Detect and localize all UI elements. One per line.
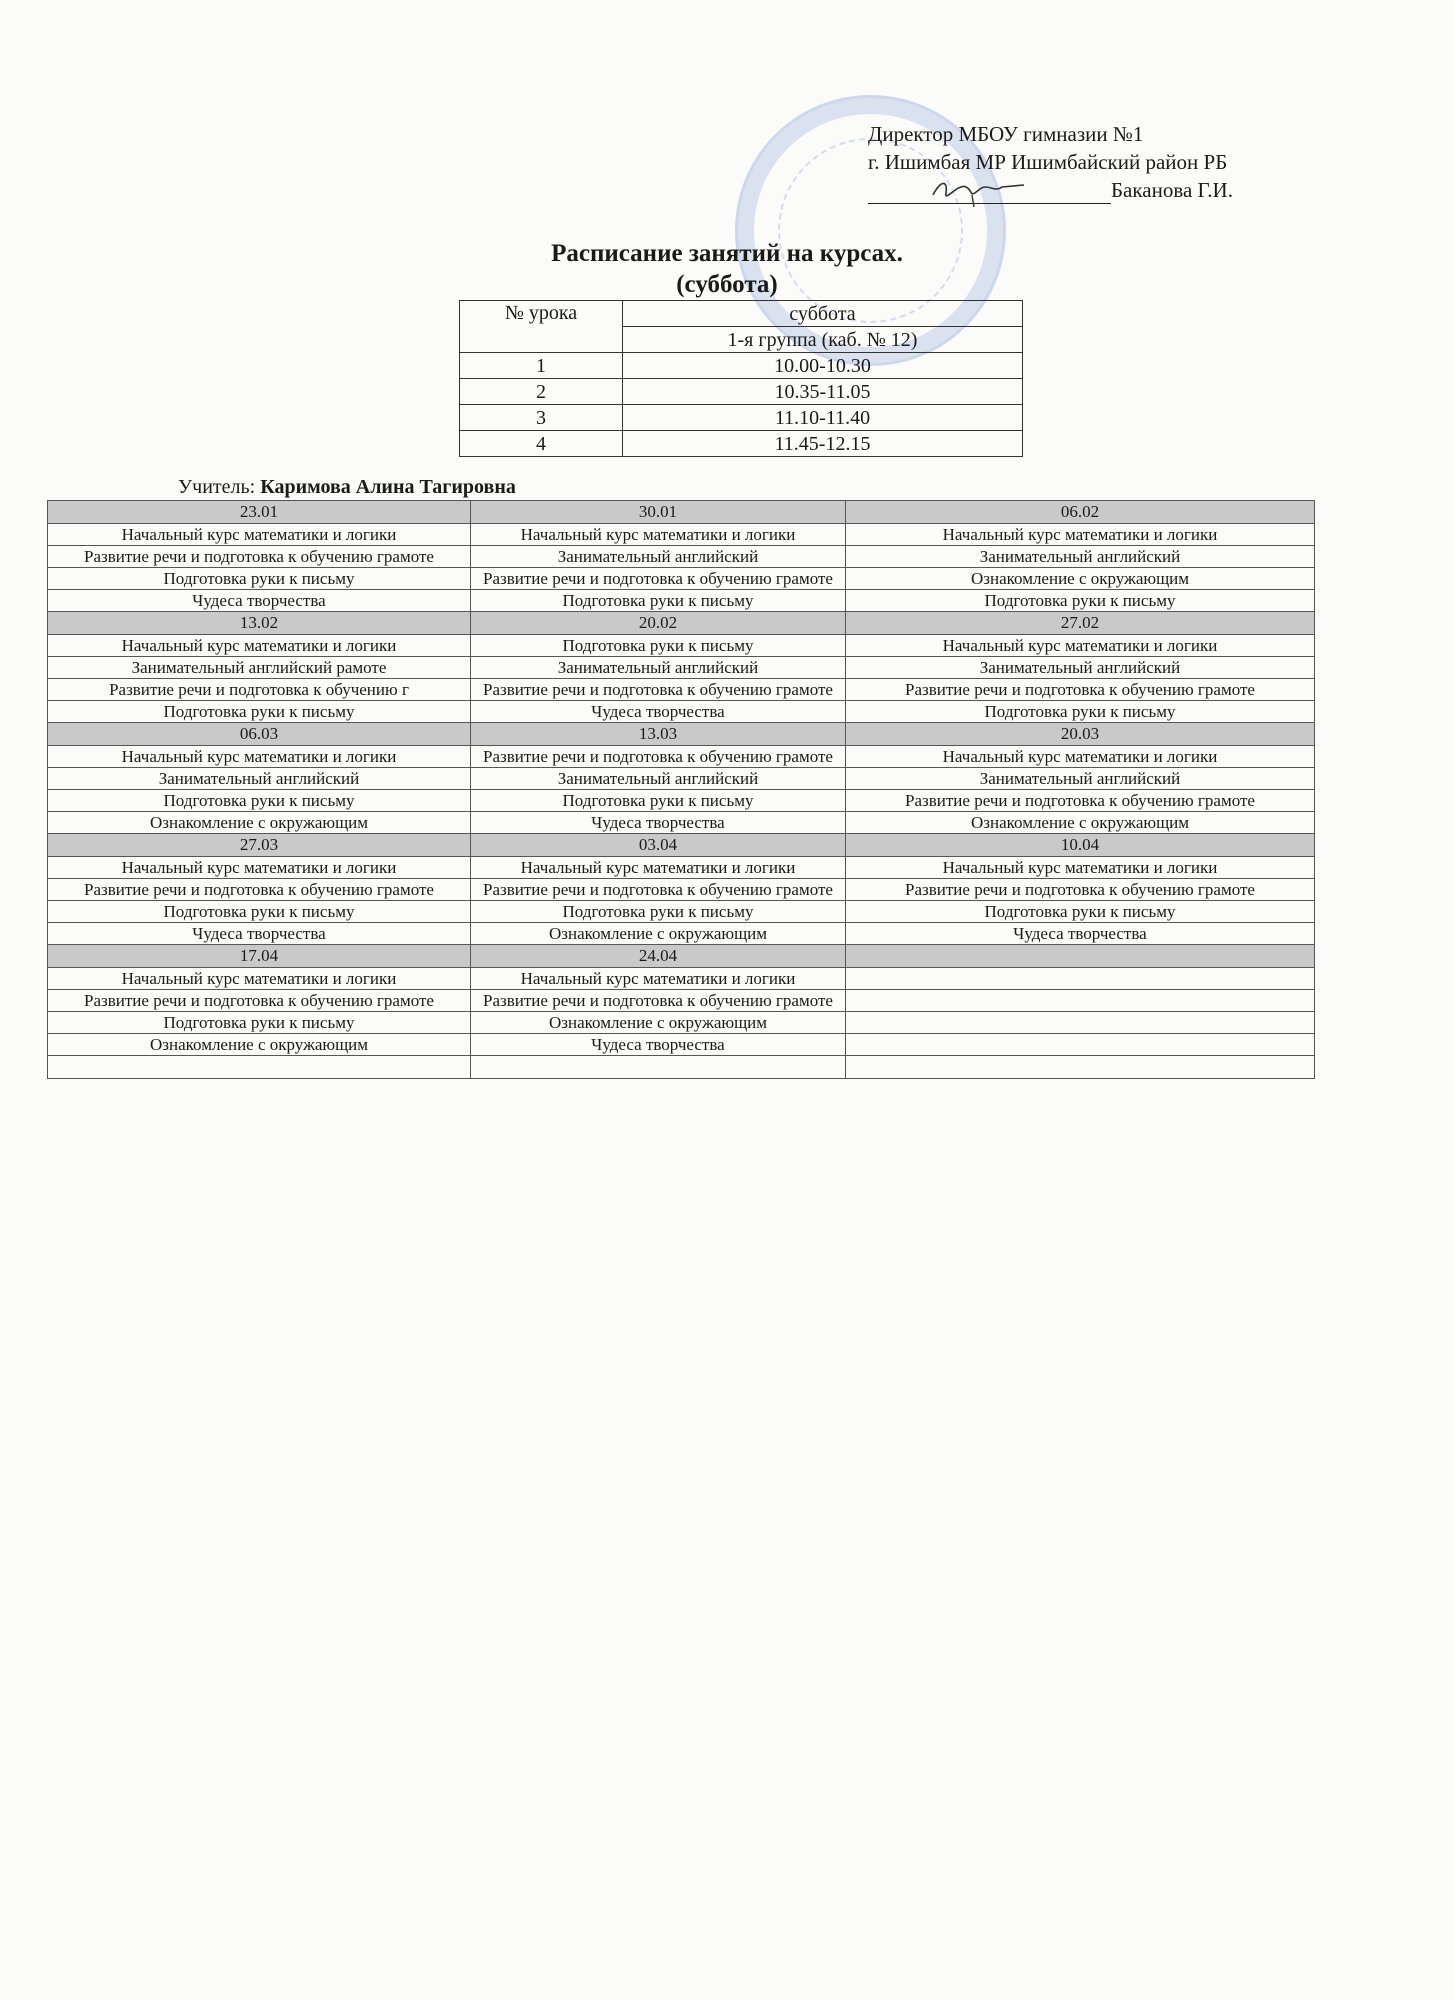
lesson-cell: Подготовка руки к письму <box>846 701 1315 723</box>
lesson-cell <box>846 1034 1315 1056</box>
date-row <box>48 612 1315 635</box>
signature-line <box>868 183 1111 204</box>
time-table-row <box>460 431 1023 457</box>
time-table-row <box>460 379 1023 405</box>
date-cell: 20.03 <box>846 723 1315 746</box>
date-cell: 03.04 <box>471 834 846 857</box>
empty-cell <box>471 1056 846 1079</box>
date-row <box>48 501 1315 524</box>
approval-block <box>868 120 1233 204</box>
lesson-cell: Занимательный английский <box>846 657 1315 679</box>
signature-mark <box>928 173 1038 207</box>
date-row <box>48 723 1315 746</box>
date-cell: 24.04 <box>471 945 846 968</box>
group-header: 1-я группа (каб. № 12) <box>623 327 1023 353</box>
lesson-row <box>48 968 1315 990</box>
lesson-cell: Подготовка руки к письму <box>48 790 471 812</box>
lesson-row <box>48 857 1315 879</box>
lesson-cell: Подготовка руки к письму <box>471 790 846 812</box>
lesson-cell: Начальный курс математики и логики <box>846 746 1315 768</box>
lesson-row <box>48 524 1315 546</box>
lesson-cell: Чудеса творчества <box>471 1034 846 1056</box>
lesson-row <box>48 812 1315 834</box>
lesson-row <box>48 746 1315 768</box>
lesson-cell: Занимательный английский <box>471 768 846 790</box>
lesson-cell: Развитие речи и подготовка к обучению грамоте <box>471 568 846 590</box>
date-cell: 17.04 <box>48 945 471 968</box>
lesson-cell: Развитие речи и подготовка к обучению грамоте <box>846 679 1315 701</box>
lesson-cell: Начальный курс математики и логики <box>48 524 471 546</box>
lesson-row <box>48 1034 1315 1056</box>
date-cell: 10.04 <box>846 834 1315 857</box>
lesson-row <box>48 635 1315 657</box>
lesson-row <box>48 790 1315 812</box>
empty-row <box>48 1056 1315 1079</box>
lesson-cell: Чудеса творчества <box>48 590 471 612</box>
lesson-cell <box>846 1012 1315 1034</box>
lesson-time: 10.00-10.30 <box>623 353 1023 379</box>
lesson-cell: Ознакомление с окружающим <box>846 568 1315 590</box>
lesson-cell: Развитие речи и подготовка к обучению грамоте <box>48 990 471 1012</box>
lesson-cell <box>846 990 1315 1012</box>
lesson-cell: Ознакомление с окружающим <box>846 812 1315 834</box>
lesson-time: 10.35-11.05 <box>623 379 1023 405</box>
lesson-cell: Развитие речи и подготовка к обучению грамоте <box>846 790 1315 812</box>
lesson-cell: Начальный курс математики и логики <box>48 746 471 768</box>
lesson-cell: Начальный курс математики и логики <box>48 635 471 657</box>
date-cell: 30.01 <box>471 501 846 524</box>
lesson-number: 4 <box>460 431 623 457</box>
lesson-cell: Развитие речи и подготовка к обучению грамоте <box>471 990 846 1012</box>
date-cell: 27.03 <box>48 834 471 857</box>
document-title <box>0 238 1454 300</box>
lesson-cell: Развитие речи и подготовка к обучению г <box>48 679 471 701</box>
lesson-cell: Занимательный английский <box>48 768 471 790</box>
date-cell: 06.02 <box>846 501 1315 524</box>
lesson-cell: Чудеса творчества <box>846 923 1315 945</box>
date-cell: 20.02 <box>471 612 846 635</box>
lesson-cell: Подготовка руки к письму <box>471 590 846 612</box>
approval-position: Директор МБОУ гимназии №1 <box>868 122 1144 146</box>
lesson-cell: Подготовка руки к письму <box>48 1012 471 1034</box>
lesson-cell: Начальный курс математики и логики <box>846 524 1315 546</box>
lesson-number: 1 <box>460 353 623 379</box>
date-cell <box>846 945 1315 968</box>
lesson-cell: Занимательный английский <box>846 546 1315 568</box>
lesson-cell: Развитие речи и подготовка к обучению грамоте <box>48 546 471 568</box>
lesson-row <box>48 568 1315 590</box>
lesson-cell: Подготовка руки к письму <box>48 568 471 590</box>
date-row <box>48 834 1315 857</box>
lesson-cell: Начальный курс математики и логики <box>471 857 846 879</box>
lesson-cell: Чудеса творчества <box>48 923 471 945</box>
empty-cell <box>48 1056 471 1079</box>
lesson-row <box>48 546 1315 568</box>
lesson-row <box>48 901 1315 923</box>
lesson-cell <box>846 968 1315 990</box>
lesson-number: 2 <box>460 379 623 405</box>
lesson-cell: Ознакомление с окружающим <box>471 1012 846 1034</box>
lesson-number-header: № урока <box>460 301 623 353</box>
teacher-name: Каримова Алина Тагировна <box>260 476 516 498</box>
lesson-row <box>48 990 1315 1012</box>
teacher-line <box>178 474 516 500</box>
empty-cell <box>846 1056 1315 1079</box>
lesson-cell: Занимательный английский <box>471 546 846 568</box>
lesson-row <box>48 701 1315 723</box>
lesson-cell: Начальный курс математики и логики <box>846 635 1315 657</box>
date-cell: 06.03 <box>48 723 471 746</box>
title-line-2: (суббота) <box>676 271 778 298</box>
lesson-cell: Подготовка руки к письму <box>846 901 1315 923</box>
lesson-cell: Развитие речи и подготовка к обучению грамоте <box>471 746 846 768</box>
lesson-cell: Развитие речи и подготовка к обучению грамоте <box>471 879 846 901</box>
schedule-table <box>47 500 1315 1079</box>
date-cell: 27.02 <box>846 612 1315 635</box>
day-header: суббота <box>623 301 1023 327</box>
date-cell: 23.01 <box>48 501 471 524</box>
approval-organization: г. Ишимбая МР Ишимбайский район РБ <box>868 150 1228 174</box>
lesson-row <box>48 657 1315 679</box>
lesson-cell: Развитие речи и подготовка к обучению грамоте <box>471 679 846 701</box>
lesson-cell: Начальный курс математики и логики <box>471 968 846 990</box>
date-cell: 13.02 <box>48 612 471 635</box>
lesson-cell: Занимательный английский рамоте <box>48 657 471 679</box>
lesson-time: 11.45-12.15 <box>623 431 1023 457</box>
date-cell: 13.03 <box>471 723 846 746</box>
lesson-time-table <box>459 300 1023 457</box>
lesson-cell: Начальный курс математики и логики <box>846 857 1315 879</box>
lesson-cell: Подготовка руки к письму <box>48 701 471 723</box>
approval-signature-row <box>868 176 1233 204</box>
lesson-cell: Развитие речи и подготовка к обучению грамоте <box>48 879 471 901</box>
lesson-cell: Развитие речи и подготовка к обучению грамоте <box>846 879 1315 901</box>
time-table-row <box>460 405 1023 431</box>
date-row <box>48 945 1315 968</box>
lesson-row <box>48 768 1315 790</box>
lesson-cell: Ознакомление с окружающим <box>48 812 471 834</box>
approval-signer: Баканова Г.И. <box>1111 178 1233 202</box>
lesson-row <box>48 679 1315 701</box>
lesson-row <box>48 923 1315 945</box>
lesson-cell: Подготовка руки к письму <box>471 901 846 923</box>
lesson-row <box>48 879 1315 901</box>
lesson-cell: Начальный курс математики и логики <box>48 968 471 990</box>
lesson-cell: Ознакомление с окружающим <box>471 923 846 945</box>
lesson-cell: Занимательный английский <box>471 657 846 679</box>
lesson-cell: Занимательный английский <box>846 768 1315 790</box>
title-line-1: Расписание занятий на курсах. <box>551 240 903 267</box>
lesson-cell: Ознакомление с окружающим <box>48 1034 471 1056</box>
lesson-cell: Начальный курс математики и логики <box>471 524 846 546</box>
teacher-label: Учитель: <box>178 476 256 498</box>
lesson-row <box>48 590 1315 612</box>
lesson-cell: Подготовка руки к письму <box>48 901 471 923</box>
lesson-time: 11.10-11.40 <box>623 405 1023 431</box>
lesson-row <box>48 1012 1315 1034</box>
lesson-cell: Чудеса творчества <box>471 812 846 834</box>
lesson-number: 3 <box>460 405 623 431</box>
time-table-header <box>460 301 1023 327</box>
lesson-cell: Чудеса творчества <box>471 701 846 723</box>
lesson-cell: Начальный курс математики и логики <box>48 857 471 879</box>
time-table-row <box>460 353 1023 379</box>
lesson-cell: Подготовка руки к письму <box>846 590 1315 612</box>
lesson-cell: Подготовка руки к письму <box>471 635 846 657</box>
